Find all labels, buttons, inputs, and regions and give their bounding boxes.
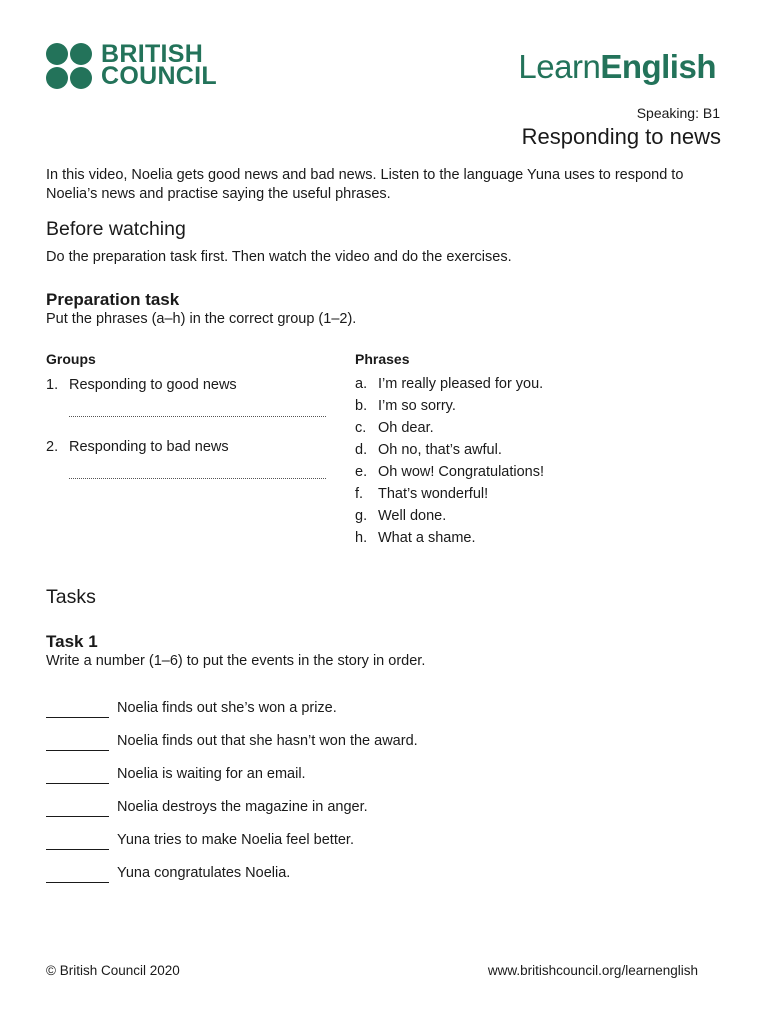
answer-blank-4[interactable] (46, 816, 109, 817)
before-watching-text: Do the preparation task first. Then watch the video and do the exercises. (46, 249, 512, 265)
event-item: Yuna tries to make Noelia feel better. (117, 832, 354, 848)
phrase-item (355, 508, 446, 524)
preparation-instruction: Put the phrases (a–h) in the correct group (1–2). (46, 311, 357, 327)
phrase-marker: d. (355, 442, 368, 458)
wordmark-line-2: COUNCIL (101, 62, 217, 90)
group-label: Responding to good news (69, 377, 237, 393)
answer-line-group-2[interactable] (69, 478, 326, 479)
phrase-text: Oh no, that’s awful. (378, 442, 502, 458)
learnenglish-logo (518, 48, 716, 86)
phrase-text: Well done. (378, 508, 447, 524)
phrase-marker: a. (355, 376, 368, 392)
groups-heading: Groups (46, 351, 96, 367)
phrase-text: I’m really pleased for you. (378, 376, 544, 392)
task1-instruction: Write a number (1–6) to put the events in the story in order. (46, 653, 426, 669)
phrase-text: Oh wow! Congratulations! (378, 464, 545, 480)
phrase-item (355, 486, 488, 502)
footer-url-link[interactable]: www.britishcouncil.org/learnenglish (487, 963, 698, 978)
answer-blank-6[interactable] (46, 882, 109, 883)
phrase-item (355, 398, 456, 414)
phrase-text: What a shame. (378, 530, 476, 546)
british-council-dots-icon (46, 43, 94, 89)
answer-blank-1[interactable] (46, 717, 109, 718)
intro-paragraph: In this video, Noelia gets good news and bad news. Listen to the language Yuna uses to respond to Noelia’s news and practise saying the useful phrases. (46, 167, 684, 202)
phrase-marker: h. (355, 530, 368, 546)
phrase-marker: b. (355, 398, 368, 414)
phrase-item (355, 442, 502, 458)
phrase-item (355, 420, 434, 436)
answer-blank-3[interactable] (46, 783, 109, 784)
tasks-heading: Tasks (46, 586, 96, 608)
phrase-text: Oh dear. (378, 420, 434, 436)
footer-copyright: © British Council 2020 (46, 963, 180, 978)
page-title: Responding to news (521, 124, 721, 149)
phrases-heading: Phrases (355, 351, 410, 367)
brand-light: Learn (518, 48, 601, 85)
answer-blank-5[interactable] (46, 849, 109, 850)
phrase-marker: g. (355, 508, 368, 524)
phrase-item (355, 464, 544, 480)
preparation-heading: Preparation task (46, 290, 180, 309)
event-item: Noelia is waiting for an email. (117, 766, 306, 782)
group-label: Responding to bad news (69, 439, 229, 455)
event-item: Noelia finds out that she hasn’t won the award. (117, 733, 418, 749)
british-council-logo (46, 40, 217, 90)
british-council-wordmark (101, 40, 217, 90)
phrase-item (355, 530, 476, 546)
level-label: Speaking: B1 (636, 105, 720, 121)
group-marker: 1. (46, 377, 59, 393)
group-marker: 2. (46, 439, 59, 455)
before-watching-heading: Before watching (46, 218, 186, 240)
brand-bold: English (600, 48, 716, 85)
phrase-marker: f. (355, 486, 364, 502)
answer-line-group-1[interactable] (69, 416, 326, 417)
wordmark-line-1: BRITISH (101, 40, 204, 68)
group-item (46, 377, 237, 393)
event-item: Noelia destroys the magazine in anger. (117, 799, 368, 815)
answer-blank-2[interactable] (46, 750, 109, 751)
phrase-marker: e. (355, 464, 368, 480)
group-item (46, 439, 229, 455)
phrase-item (355, 376, 543, 392)
phrase-marker: c. (355, 420, 367, 436)
event-item: Noelia finds out she’s won a prize. (117, 700, 337, 716)
phrase-text: That’s wonderful! (378, 486, 489, 502)
event-item: Yuna congratulates Noelia. (117, 865, 291, 881)
task1-heading: Task 1 (46, 632, 98, 651)
phrase-text: I’m so sorry. (378, 398, 456, 414)
